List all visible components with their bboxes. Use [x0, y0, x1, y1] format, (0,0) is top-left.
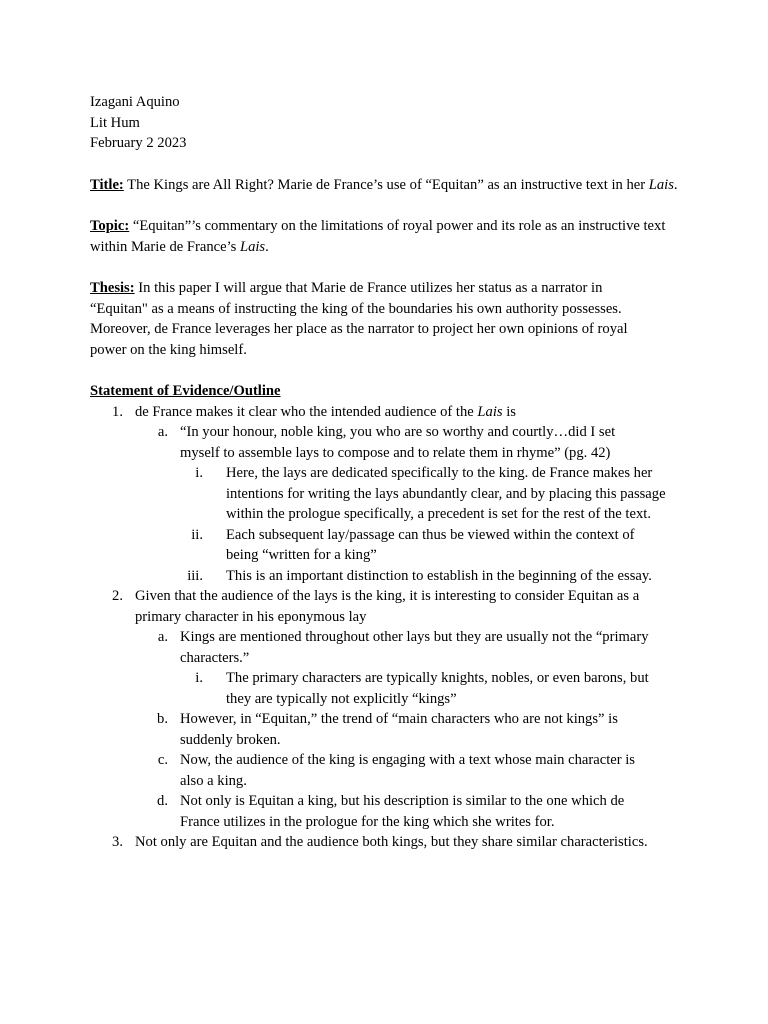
outline-point-text: Each subsequent lay/passage can thus be viewed within the context of being “written for a king”: [226, 526, 635, 563]
outline-item-2: [90, 586, 690, 627]
outline-subitem-1a: [90, 422, 690, 463]
outline-subitem-marker: a.: [157, 629, 168, 645]
thesis-label: Thesis:: [90, 280, 135, 296]
outline-subitem-text: Now, the audience of the king is engaging with a text whose main character is also a king.: [180, 752, 635, 789]
outline-point-1aii: [90, 525, 690, 566]
thesis-text: In this paper I will argue that Marie de France utilizes her status as a narrator in “Equitan" as a means of instructing the king of the boundaries his own authority possesses. Moreover, de France leverages her place as the narrator to project her own opinions of royal power on the king himself.: [90, 280, 628, 358]
author-name: Izagani Aquino: [90, 94, 180, 110]
outline-subitem-text: “In your honour, noble king, you who are so worthy and courtly…did I set myself to assemble lays to compose and to relate them in rhyme” (pg. 42): [180, 424, 616, 461]
outline-point-2ai: [90, 668, 690, 709]
document-body: [90, 92, 690, 853]
title-label: Title:: [90, 176, 124, 193]
outline-item-marker: 2.: [112, 588, 123, 604]
outline-item-1: [90, 402, 690, 423]
outline-subitem-marker: d.: [157, 793, 168, 809]
outline-subitem-text: Not only is Equitan a king, but his description is similar to the one which de France utilizes in the prologue for the king which she writes for.: [180, 793, 625, 830]
outline-item-text: Not only are Equitan and the audience both kings, but they share similar characteristics.: [135, 834, 648, 850]
outline-subitem-2d: [90, 791, 690, 832]
outline-heading: Statement of Evidence/Outline: [90, 383, 281, 399]
outline-subitem-2b: [90, 709, 690, 750]
outline-subitem-text: Kings are mentioned throughout other lays but they are usually not the “primary characters.”: [180, 629, 649, 666]
outline-point-1aiii: [90, 566, 690, 587]
outline-item-marker: 1.: [112, 403, 123, 420]
outline-point-marker: iii.: [187, 567, 203, 584]
outline-subitem-marker: b.: [157, 711, 168, 727]
thesis-paragraph: [90, 278, 658, 360]
topic-text: “Equitan”’s commentary on the limitations of royal power and its role as an instructive text within Marie de France’s: [90, 218, 666, 255]
topic-text-italic: Lais: [239, 238, 266, 255]
topic-paragraph: Topic: “Equitan”’s commentary on the limitations of royal power and its role as an instructive text within Marie de France’s Lais.: [90, 218, 666, 255]
outline-subitem-marker: c.: [157, 752, 168, 768]
outline-point-marker: ii.: [191, 526, 203, 543]
outline-point-text: The primary characters are typically knights, nobles, or even barons, but they are typically not explicitly “kings”: [226, 670, 649, 707]
outline-point-text: This is an important distinction to establish in the beginning of the essay.: [226, 567, 652, 584]
outline-item-marker: 3.: [112, 834, 123, 850]
document-date: February 2 2023: [90, 135, 187, 151]
outline-point-1ai: [90, 463, 690, 525]
outline-subitem-2c: [90, 750, 690, 791]
outline-point-text: Here, the lays are dedicated specifically to the king. de France makes her intentions for writing the lays abundantly clear, and by placing this passage within the prologue specifically, a precedent is set for the rest of the text.: [226, 465, 666, 522]
outline-item-text: Given that the audience of the lays is the king, it is interesting to consider Equitan as a primary character in his eponymous lay: [135, 588, 640, 625]
outline-item-text: de France makes it clear who the intended audience of the Lais is: [135, 403, 516, 420]
title-text-italic: Lais: [648, 176, 674, 193]
topic-label: Topic:: [90, 218, 130, 234]
title-text: The Kings are All Right? Marie de France’s use of “Equitan” as an instructive text in her: [123, 176, 649, 193]
outline-point-marker: i.: [195, 670, 203, 686]
outline-item-3: [90, 832, 690, 853]
outline-point-marker: i.: [195, 465, 203, 481]
title-paragraph: Title: The Kings are All Right? Marie de France’s use of “Equitan” as an instructive text in her Lais.: [90, 176, 678, 193]
outline-subitem-2a: [90, 627, 690, 668]
outline-subitem-marker: a.: [157, 424, 168, 440]
outline-subitem-text: However, in “Equitan,” the trend of “main characters who are not kings” is suddenly broken.: [180, 711, 618, 748]
course-name: Lit Hum: [90, 114, 140, 131]
